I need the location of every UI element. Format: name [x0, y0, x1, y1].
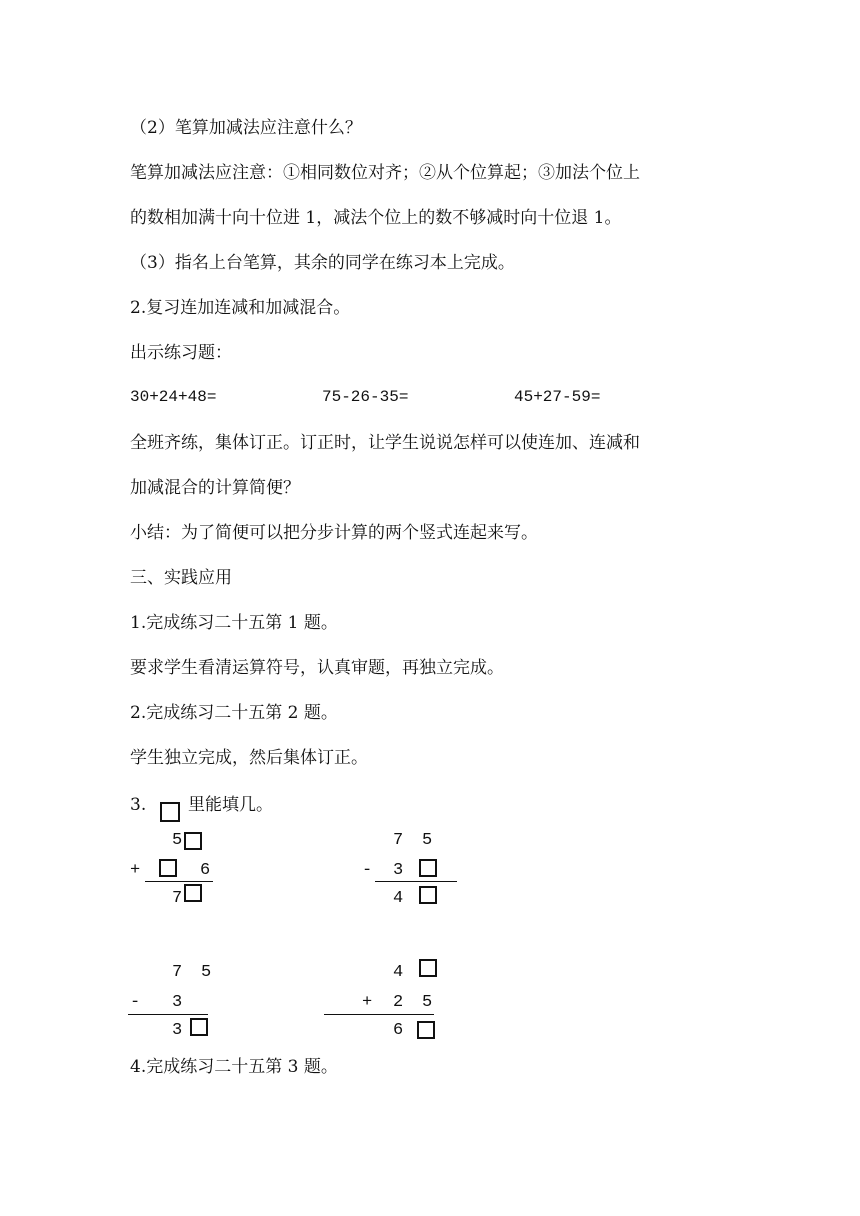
digit: 3 [172, 993, 183, 1012]
digit: 5 [172, 831, 183, 850]
operator: - [130, 993, 141, 1012]
text-line: 学生独立完成，然后集体订正。 [130, 748, 368, 768]
section-heading: 三、实践应用 [130, 568, 232, 588]
blank-box [184, 884, 202, 902]
question-3-number: 3. [130, 795, 147, 815]
text-line: 2.完成练习二十五第 2 题。 [130, 703, 338, 723]
operator: + [130, 861, 141, 880]
digit: 4 [393, 889, 404, 908]
blank-box [159, 859, 177, 877]
text-line: （3）指名上台笔算，其余的同学在练习本上完成。 [130, 253, 515, 273]
digit: 7 [393, 831, 404, 850]
blank-box [417, 1021, 435, 1039]
text-line: 要求学生看清运算符号，认真审题，再独立完成。 [130, 658, 504, 678]
digit: 3 [172, 1021, 183, 1040]
blank-box [419, 886, 437, 904]
text-line: 小结：为了简便可以把分步计算的两个竖式连起来写。 [130, 523, 538, 543]
text-line: 2.复习连加连减和加减混合。 [130, 298, 351, 318]
blank-box [419, 959, 437, 977]
sum-line [324, 1014, 434, 1015]
digit: 7 [172, 889, 183, 908]
blank-box [190, 1018, 208, 1036]
digit: 5 [422, 993, 433, 1012]
equation-3: 45+27-59= [514, 388, 601, 406]
equation-1: 30+24+48= [130, 388, 217, 406]
digit: 6 [393, 1021, 404, 1040]
text-line: 笔算加减法应注意：①相同数位对齐；②从个位算起；③加法个位上 [130, 163, 640, 183]
digit: 6 [200, 861, 211, 880]
blank-box [160, 802, 180, 822]
blank-box [419, 859, 437, 877]
text-line: （2）笔算加减法应注意什么？ [130, 118, 362, 138]
digit: 5 [201, 963, 212, 982]
sum-line [128, 1014, 208, 1015]
operator: + [362, 993, 373, 1012]
operator: - [362, 861, 373, 880]
question-3-text: 里能填几。 [188, 795, 273, 815]
digit: 3 [393, 861, 404, 880]
text-line: 出示练习题： [130, 343, 232, 363]
digit: 2 [393, 993, 404, 1012]
text-line: 全班齐练，集体订正。订正时，让学生说说怎样可以使连加、连减和 [130, 433, 640, 453]
sum-line [145, 881, 213, 882]
text-line: 的数相加满十向十位进 1，减法个位上的数不够减时向十位退 1。 [130, 208, 622, 228]
blank-box [184, 832, 202, 850]
equation-2: 75-26-35= [322, 388, 409, 406]
digit: 4 [393, 963, 404, 982]
digit: 7 [172, 963, 183, 982]
text-line: 1.完成练习二十五第 1 题。 [130, 613, 338, 633]
text-line: 加减混合的计算简便？ [130, 478, 300, 498]
digit: 5 [422, 831, 433, 850]
text-line: 4.完成练习二十五第 3 题。 [130, 1057, 338, 1077]
sum-line [375, 881, 457, 882]
